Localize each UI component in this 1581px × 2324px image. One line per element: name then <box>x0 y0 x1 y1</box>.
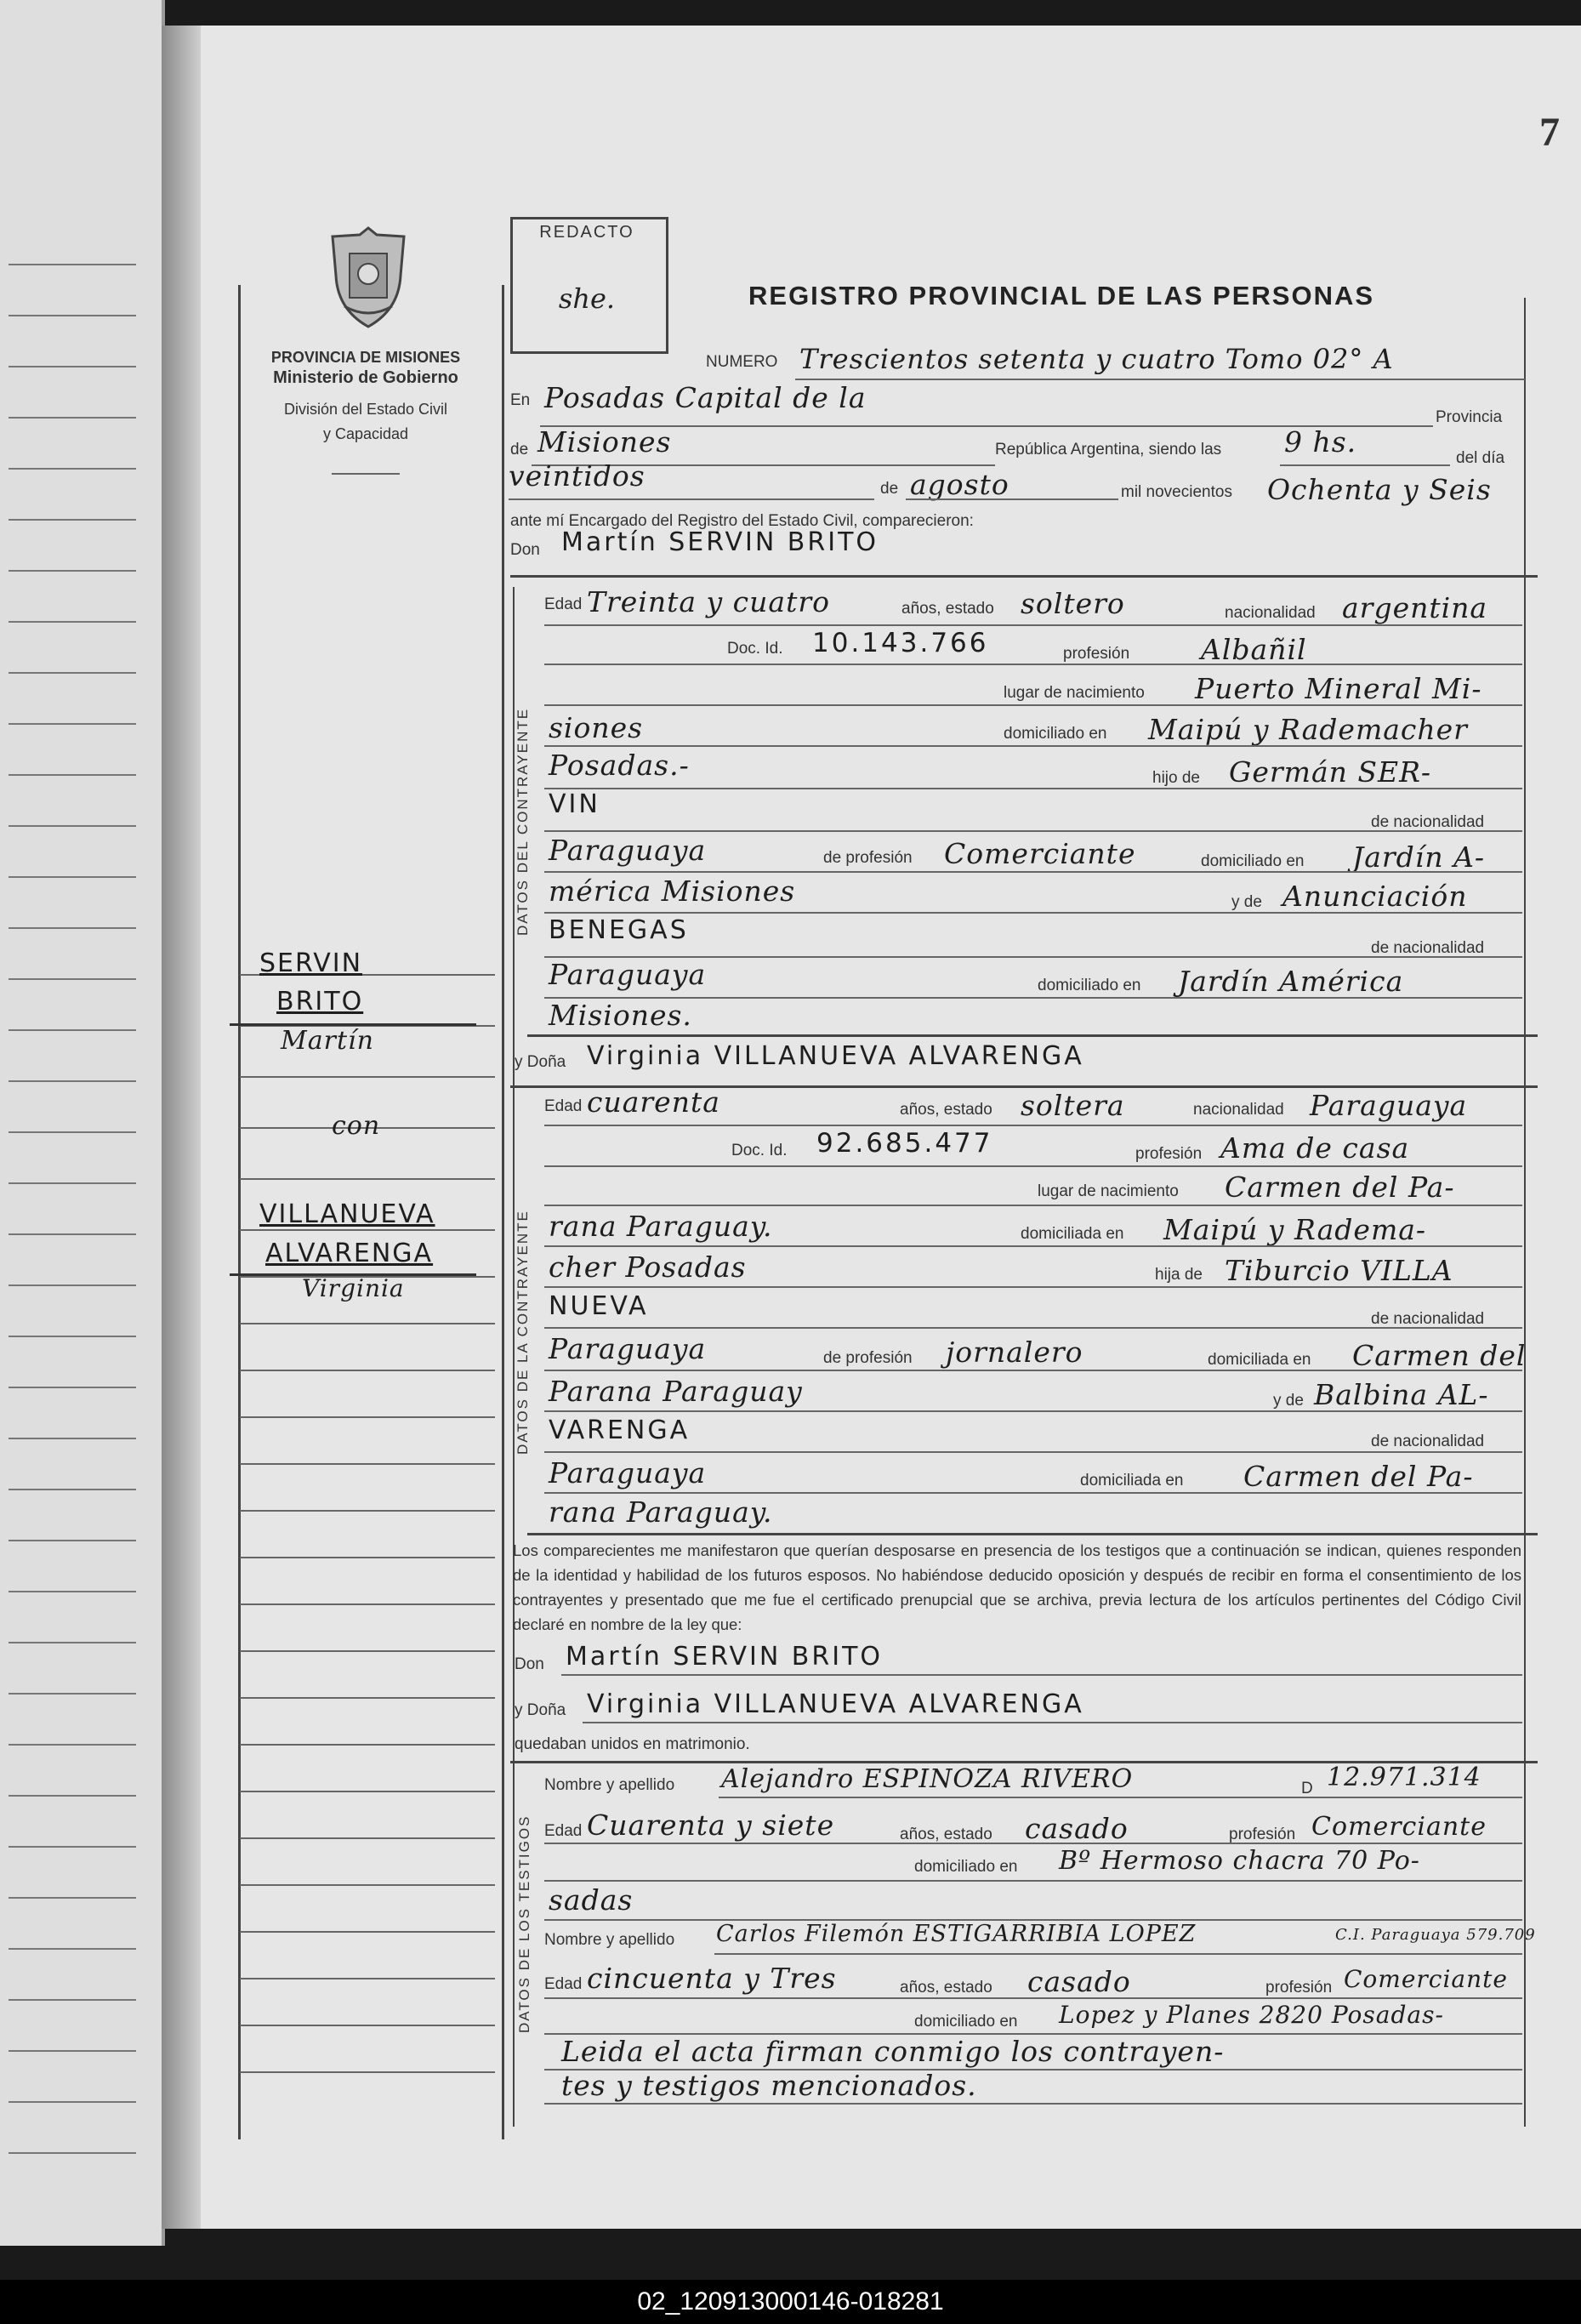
testigo-1-edad: Cuarenta y siete <box>587 1809 835 1842</box>
profesion-label-2: profesión <box>1135 1145 1203 1163</box>
testigo-2-domicilio: Lopez y Planes 2820 Posadas- <box>1059 2001 1444 2029</box>
margin-surname-3: VILLANUEVA <box>259 1199 435 1229</box>
section-divider <box>527 1533 1538 1535</box>
section-divider <box>510 575 1538 578</box>
testigo-1-estado: casado <box>1025 1812 1129 1845</box>
ruled-line <box>9 825 136 827</box>
datos-contrayenta-label: DATOS DE LA CONTRAYENTE <box>515 1210 531 1455</box>
contrayente-madre-dom: Jardín América <box>1178 965 1404 998</box>
column-divider <box>502 285 504 2139</box>
de-nacionalidad-label-4: de nacionalidad <box>1371 1433 1485 1450</box>
contrayente-madre: Anunciación <box>1282 880 1468 913</box>
right-border <box>1524 298 1526 2127</box>
margin-line <box>240 1178 495 1180</box>
en-label: En <box>510 391 531 409</box>
field-line <box>544 912 1522 914</box>
domiciliada-label-3: domiciliada en <box>1080 1472 1184 1490</box>
margin-line <box>240 1978 495 1979</box>
profesion-label-3: profesión <box>1229 1826 1296 1843</box>
de-profesion-label-2: de profesión <box>823 1349 913 1367</box>
contrayente-profesion: Albañil <box>1201 633 1307 666</box>
contrayenta-estado: soltera <box>1021 1089 1125 1122</box>
testigo-1-doc: 12.971.314 <box>1327 1763 1481 1792</box>
field-line <box>544 1843 1522 1844</box>
redacto-label: REDACTO <box>539 223 634 242</box>
declaracion-don: Martín SERVIN BRITO <box>566 1642 884 1672</box>
acta-mes: agosto <box>910 468 1009 501</box>
ruled-line <box>9 264 136 265</box>
nombre-apellido-label-2: Nombre y apellido <box>544 1931 675 1949</box>
field-line <box>544 1370 1522 1371</box>
margin-line <box>240 1931 495 1933</box>
margin-line <box>240 2025 495 2026</box>
field-line <box>1280 464 1450 466</box>
scan-id: 02_120913000146-018281 <box>637 2287 944 2315</box>
contrayente-padre-2: VIN <box>549 789 600 819</box>
ruled-line <box>9 1999 136 2001</box>
field-line <box>544 1327 1522 1329</box>
ruled-line <box>9 1489 136 1490</box>
ruled-line <box>9 1233 136 1235</box>
ruled-line <box>9 1284 136 1286</box>
ruled-line <box>9 468 136 470</box>
ruled-line <box>9 1029 136 1031</box>
ruled-line <box>9 1336 136 1337</box>
de-nacionalidad-label-2: de nacionalidad <box>1371 939 1485 957</box>
anos-estado-label: años, estado <box>901 600 994 618</box>
field-line <box>544 624 1522 626</box>
d-label: D <box>1301 1780 1313 1797</box>
ruled-line <box>9 1591 136 1592</box>
field-line <box>544 2103 1522 2105</box>
contrayenta-madre-dom-2: rana Paraguay. <box>549 1495 773 1529</box>
datos-testigos-label: DATOS DE LOS TESTIGOS <box>516 1814 532 2033</box>
domiciliada-label: domiciliada en <box>1021 1225 1124 1243</box>
document-title: REGISTRO PROVINCIAL DE LAS PERSONAS <box>748 281 1375 310</box>
coat-of-arms-icon <box>327 225 409 330</box>
margin-line <box>240 1603 495 1605</box>
ruled-line <box>9 570 136 572</box>
field-line <box>544 1205 1522 1206</box>
contrayenta-profesion: Ama de casa <box>1220 1131 1410 1165</box>
margin-line <box>240 1229 495 1231</box>
quedaban-label: quedaban unidos en matrimonio. <box>515 1735 750 1753</box>
y-dona-label: y Doña <box>515 1053 566 1071</box>
testigo-1-nombre: Alejandro ESPINOZA RIVERO <box>721 1764 1134 1794</box>
acta-provincia: Misiones <box>537 425 672 459</box>
contrayenta-padre-nac: Paraguaya <box>549 1332 707 1365</box>
contrayenta-nacionalidad: Paraguaya <box>1310 1089 1468 1122</box>
margin-line <box>240 1791 495 1792</box>
ruled-line <box>9 1846 136 1848</box>
left-column-border <box>238 285 241 2139</box>
ruled-line <box>9 1438 136 1439</box>
domiciliado-label-2: domiciliado en <box>1201 852 1305 870</box>
field-line <box>544 704 1522 706</box>
contrayenta-padre: Tiburcio VILLA <box>1225 1254 1453 1287</box>
ruled-line <box>9 1744 136 1746</box>
field-line <box>544 871 1522 873</box>
contrayente-estado: soltero <box>1021 587 1125 620</box>
field-line <box>509 498 874 500</box>
ruled-line <box>9 978 136 980</box>
lugar-nacimiento-label: lugar de nacimiento <box>1004 684 1145 702</box>
ruled-line <box>9 1540 136 1541</box>
ruled-line <box>9 1948 136 1950</box>
domiciliada-label-2: domiciliada en <box>1208 1351 1311 1369</box>
field-line <box>544 830 1522 832</box>
don-label-2: Don <box>515 1655 544 1673</box>
contrayente-lugar-nac-2: siones <box>549 711 644 744</box>
declaracion-dona: Virginia VILLANUEVA ALVARENGA <box>587 1689 1084 1719</box>
acta-numero: Trescientos setenta y cuatro Tomo 02° A <box>799 343 1394 375</box>
y-dona-label-2: y Doña <box>515 1701 566 1719</box>
testigo-1-domicilio-2: sadas <box>549 1883 634 1917</box>
field-line <box>583 1722 1522 1723</box>
margin-line <box>240 1744 495 1746</box>
contrayenta-madre-2: VARENGA <box>549 1415 691 1445</box>
ruled-line <box>9 1387 136 1388</box>
nacionalidad-label: nacionalidad <box>1225 604 1316 622</box>
ruled-line <box>9 876 136 878</box>
contrayente-padre-dom-2: mérica Misiones <box>549 874 796 908</box>
contrayenta-padre-2: NUEVA <box>549 1291 649 1321</box>
lugar-nacimiento-label-2: lugar de nacimiento <box>1038 1182 1179 1200</box>
acta-anio: Ochenta y Seis <box>1267 473 1492 506</box>
profesion-label-4: profesión <box>1265 1979 1333 1996</box>
margin-surname-4: ALVARENGA <box>265 1239 434 1268</box>
domiciliado-label-4: domiciliado en <box>914 1858 1018 1876</box>
page-number: 7 <box>1539 110 1560 155</box>
margin-line <box>240 1076 495 1078</box>
contrayenta-lugar-nac-2: rana Paraguay. <box>549 1210 773 1243</box>
contrayente-madre-dom-2: Misiones. <box>549 999 692 1032</box>
de-nacionalidad-label-3: de nacionalidad <box>1371 1310 1485 1328</box>
contrayenta-lugar-nac: Carmen del Pa- <box>1225 1171 1455 1204</box>
contrayente-nacionalidad: argentina <box>1342 591 1488 624</box>
margin-line <box>240 1463 495 1465</box>
contrayente-domicilio-2: Posadas.- <box>549 749 690 782</box>
contrayenta-madre-dom: Carmen del Pa- <box>1243 1460 1474 1493</box>
ruled-line <box>9 723 136 725</box>
domiciliado-label: domiciliado en <box>1004 725 1107 743</box>
division-label-2: y Capacidad <box>322 425 409 442</box>
de-nacionalidad-label: de nacionalidad <box>1371 813 1485 831</box>
de-mes-label: de <box>880 480 899 498</box>
field-line <box>544 745 1522 747</box>
ruled-line <box>9 519 136 521</box>
redacto-initials: she. <box>558 282 616 315</box>
testigo-2-edad: cincuenta y Tres <box>587 1962 837 1995</box>
numero-label: NUMERO <box>706 353 778 371</box>
ruled-line <box>9 1642 136 1643</box>
margin-con: con <box>332 1111 381 1141</box>
page-gutter <box>162 26 201 2229</box>
doc-id-label: Doc. Id. <box>727 640 783 658</box>
ruled-line <box>9 1080 136 1082</box>
ruled-line <box>9 2050 136 2052</box>
contrayenta-doc: 92.685.477 <box>816 1128 993 1159</box>
anos-estado-label-3: años, estado <box>900 1826 992 1843</box>
testigo-2-profesion: Comerciante <box>1344 1965 1508 1993</box>
nombre-apellido-label: Nombre y apellido <box>544 1776 675 1794</box>
y-de-label: y de <box>1231 893 1262 911</box>
field-line <box>544 1997 1522 1999</box>
edad-label-3: Edad <box>544 1822 583 1840</box>
closing-line-2: tes y testigos mencionados. <box>561 2069 977 2102</box>
ruled-line <box>9 927 136 929</box>
ruled-line <box>9 672 136 674</box>
acta-lugar: Posadas Capital de la <box>544 381 867 414</box>
ministry-label: Ministerio de Gobierno <box>273 368 458 387</box>
margin-surname-2: BRITO <box>276 987 364 1017</box>
contrayenta-padre-dom: Carmen del <box>1352 1339 1527 1372</box>
divider <box>332 473 400 475</box>
margin-line <box>240 1650 495 1652</box>
republica-label: República Argentina, siendo las <box>995 441 1222 459</box>
field-line <box>544 1165 1522 1167</box>
testigo-1-profesion: Comerciante <box>1311 1812 1487 1842</box>
left-page <box>0 0 165 2246</box>
margin-line <box>240 1557 495 1558</box>
mil-novecientos-label: mil novecientos <box>1121 483 1232 501</box>
contrayente-padre-dom: Jardín A- <box>1352 840 1486 874</box>
ruled-line <box>9 1182 136 1184</box>
margin-line <box>240 1370 495 1371</box>
contrayenta-domicilio: Maipú y Radema- <box>1163 1213 1427 1246</box>
contrayente-edad: Treinta y cuatro <box>587 585 830 618</box>
provincia-label: Provincia <box>1436 408 1503 426</box>
field-line <box>561 1674 1522 1676</box>
ruled-line <box>9 1131 136 1133</box>
contrayenta-padre-dom-2: Parana Paraguay <box>549 1375 803 1408</box>
domiciliado-label-5: domiciliado en <box>914 2013 1018 2031</box>
contrayente-madre-2: BENEGAS <box>549 915 689 945</box>
ruled-line <box>9 417 136 419</box>
contrayenta-madre: Balbina AL- <box>1314 1378 1489 1411</box>
contrayente-lugar-nac: Puerto Mineral Mi- <box>1195 672 1482 705</box>
doc-id-label-2: Doc. Id. <box>731 1142 788 1159</box>
field-line <box>714 1953 1522 1955</box>
ante-label: ante mí Encargado del Registro del Estado Civil, comparecieron: <box>510 512 974 530</box>
datos-contrayente-label: DATOS DEL CONTRAYENTE <box>515 707 531 936</box>
ruled-line <box>9 621 136 623</box>
margin-line <box>240 1697 495 1699</box>
margin-firstname-1: Martín <box>281 1026 374 1056</box>
ruled-line <box>9 1897 136 1899</box>
domiciliado-label-3: domiciliado en <box>1038 977 1141 994</box>
field-line <box>544 1451 1522 1453</box>
acta-dia: veintidos <box>509 459 645 493</box>
ruled-line <box>9 2152 136 2154</box>
contrayente-padre: Germán SER- <box>1229 755 1432 789</box>
closing-line-1: Leida el acta firman conmigo los contrayen- <box>561 2035 1225 2068</box>
ruled-line <box>9 366 136 367</box>
field-line <box>544 1880 1522 1882</box>
contrayenta-nombre: Virginia VILLANUEVA ALVARENGA <box>587 1041 1084 1071</box>
anos-estado-label-2: años, estado <box>900 1101 992 1119</box>
field-line <box>544 788 1522 789</box>
field-line <box>795 379 1525 380</box>
ruled-line <box>9 315 136 316</box>
edad-label-4: Edad <box>544 1975 583 1993</box>
field-line <box>544 664 1522 665</box>
contrayente-domicilio: Maipú y Rademacher <box>1148 713 1468 746</box>
profesion-label: profesión <box>1063 645 1130 663</box>
edad-label-2: Edad <box>544 1097 583 1115</box>
anos-estado-label-4: años, estado <box>900 1979 992 1996</box>
contrayente-doc: 10.143.766 <box>812 628 989 658</box>
contrayente-nombre: Martín SERVIN BRITO <box>561 527 879 557</box>
contrayenta-edad: cuarenta <box>587 1085 720 1119</box>
field-line <box>544 1245 1522 1247</box>
y-de-label-2: y de <box>1273 1392 1304 1410</box>
contrayente-madre-nac: Paraguaya <box>549 958 707 991</box>
ruled-line <box>9 774 136 776</box>
de-profesion-label: de profesión <box>823 849 913 867</box>
ruled-line <box>9 1693 136 1695</box>
del-dia-label: del día <box>1456 449 1505 467</box>
field-line <box>544 1410 1522 1412</box>
don-label: Don <box>510 541 540 559</box>
contrayente-padre-prof: Comerciante <box>944 837 1136 870</box>
province-label: PROVINCIA DE MISIONES <box>270 349 461 366</box>
contrayenta-padre-prof: jornalero <box>946 1336 1083 1369</box>
acta-hora: 9 hs. <box>1284 425 1357 459</box>
margin-line <box>240 1884 495 1886</box>
ruled-line <box>9 1795 136 1797</box>
margin-surname-1: SERVIN <box>259 948 363 978</box>
de-label: de <box>510 441 529 459</box>
section-divider <box>527 1034 1538 1037</box>
field-line <box>544 1125 1522 1126</box>
margin-line <box>240 1416 495 1418</box>
field-line <box>544 1286 1522 1288</box>
margin-line <box>240 2071 495 2073</box>
margin-line <box>240 1510 495 1512</box>
contrayenta-madre-nac: Paraguaya <box>549 1456 707 1490</box>
division-label: División del Estado Civil <box>283 401 448 418</box>
hijo-de-label: hijo de <box>1152 769 1200 787</box>
margin-firstname-2: Virginia <box>302 1274 405 1302</box>
ruled-line <box>9 2101 136 2103</box>
edad-label: Edad <box>544 595 583 613</box>
field-line <box>719 1797 1522 1798</box>
field-line <box>544 1492 1522 1494</box>
testigo-2-estado: casado <box>1027 1965 1131 1998</box>
testigo-1-domicilio: Bº Hermoso chacra 70 Po- <box>1059 1846 1420 1876</box>
field-line <box>906 498 1118 500</box>
hija-de-label: hija de <box>1155 1266 1203 1284</box>
declaration-paragraph: Los comparecientes me manifestaron que querían desposarse en presencia de los testigos que a continuación se indican, quienes responden de la identidad y habilidad de los futuros esposos. No habiéndose deducido oposición y después de recibir en forma el consentimiento de los contrayentes y presentado que me fue el certificado prenupcial que se archiva, previa lectura de los artículos pertinentes del Código Civil declaré en nombre de la ley que: <box>513 1541 1521 1633</box>
margin-line <box>240 1837 495 1839</box>
margin-line <box>240 1323 495 1324</box>
nacionalidad-label-2: nacionalidad <box>1193 1101 1284 1119</box>
contrayente-padre-nac: Paraguaya <box>549 834 707 867</box>
testigo-2-nombre: Carlos Filemón ESTIGARRIBIA LOPEZ <box>716 1921 1197 1947</box>
contrayenta-domicilio-2: cher Posadas <box>549 1250 747 1284</box>
testigo-2-doc: C.I. Paraguaya 579.709 <box>1335 1926 1536 1944</box>
